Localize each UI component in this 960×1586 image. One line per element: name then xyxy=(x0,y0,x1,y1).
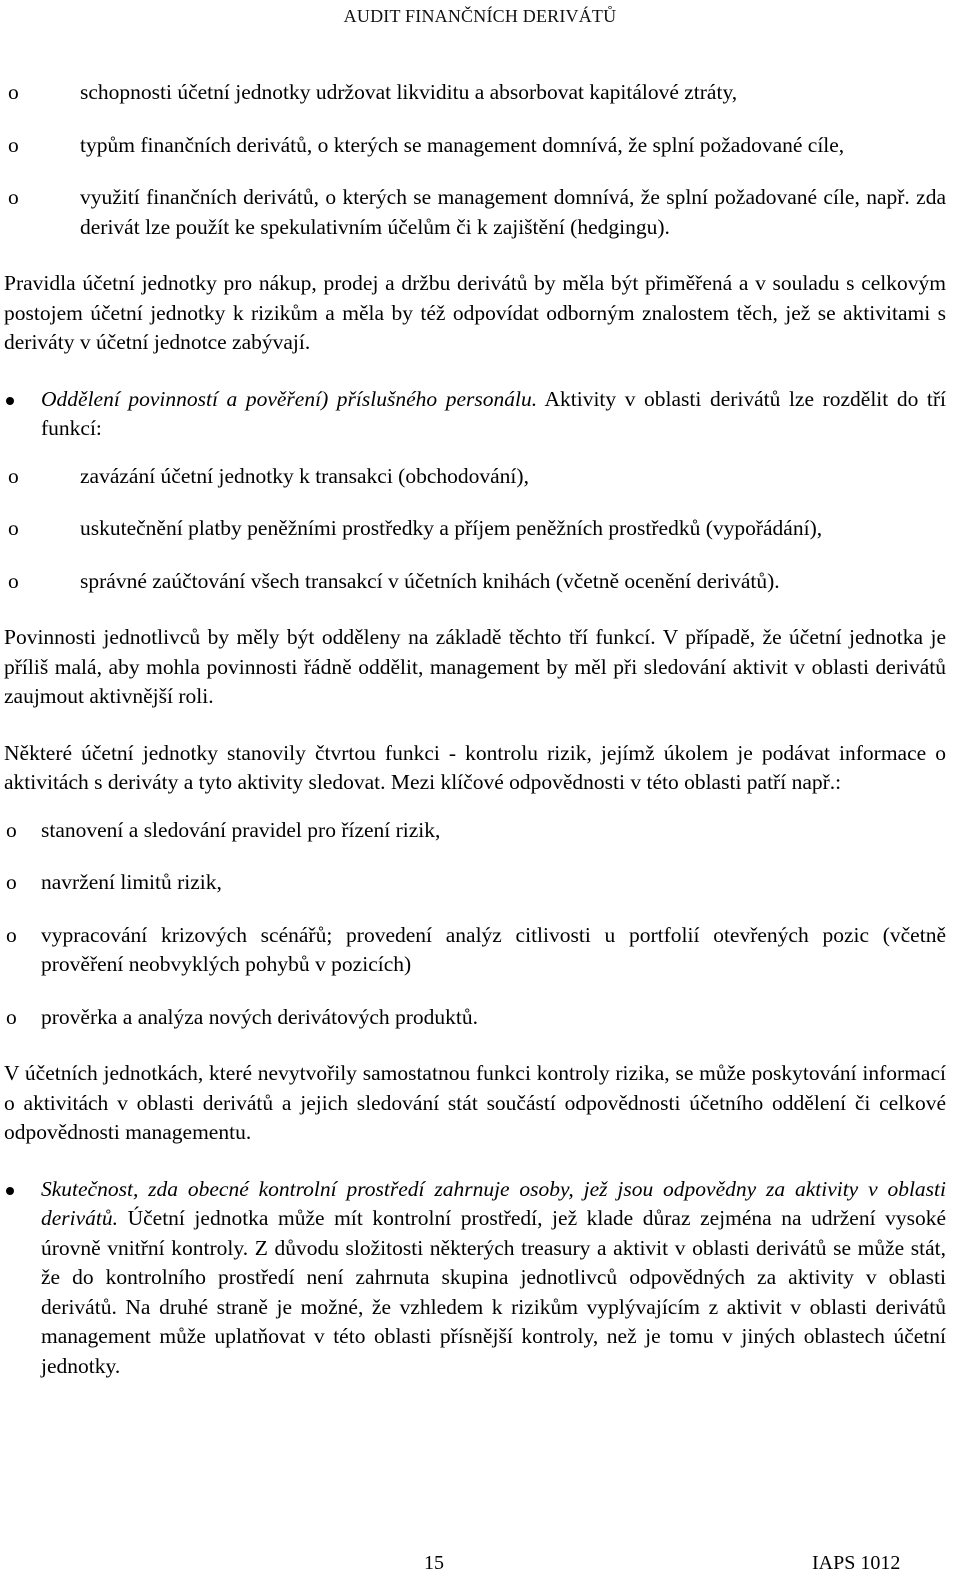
list-item-text: navržení limitů rizik, xyxy=(41,870,222,894)
list-item xyxy=(4,183,946,242)
bullet-text xyxy=(41,1175,946,1382)
list-marker: o xyxy=(6,870,17,894)
list-marker: o xyxy=(8,80,19,104)
list-item xyxy=(4,1003,946,1033)
list-item-text: typům finančních derivátů, o kterých se management domnívá, že splní požadované cíle, xyxy=(80,132,845,157)
paragraph: V účetních jednotkách, které nevytvořily samostatnou funkci kontroly rizika, se může poskytování informací o aktivitách v oblasti derivátů a jejich sledování stát součástí odpovědnosti účetního oddělení či celkové odpovědnosti managementu. xyxy=(4,1061,946,1144)
list-item-text: stanovení a sledování pravidel pro řízení rizik, xyxy=(41,817,441,842)
list-marker: o xyxy=(8,132,19,157)
bullet-dot-icon xyxy=(6,1187,14,1195)
paragraph: Některé účetní jednotky stanovily čtvrtou funkci - kontrolu rizik, jejímž úkolem je podávat informace o aktivitách s deriváty a tyto aktivity sledovat. Mezi klíčové odpovědnosti v této oblasti patří např.: xyxy=(4,740,946,794)
bullet-body: Účetní jednotka může mít kontrolní prostředí, jež klade důraz zejména na udržení vysoké úrovně vnitřní kontroly. Z důvodu složitosti některých treasury a aktivit v oblasti derivátů se může stát, že do kontrolního prostředí není zahrnuta skupina jednotlivců odpovědných za aktivity v oblasti derivátů. Na druhé straně je možné, že vzhledem k rizikům vyplývajícím z aktivit v oblasti derivátů management může uplatňovat v této oblasti přísnější kontroly, než je tomu v jiných oblastech účetní jednotky. xyxy=(41,1206,946,1378)
page-number: 15 xyxy=(424,1552,444,1574)
bullet-dot-icon xyxy=(6,397,14,405)
bullet-body: Aktivity v oblasti derivátů lze rozdělit do tří funkcí: xyxy=(41,386,946,440)
list-marker: o xyxy=(8,463,19,488)
list-item-text: správné zaúčtování všech transakcí v účetních knihách (včetně ocenění derivátů). xyxy=(80,568,780,593)
paragraph: Povinnosti jednotlivců by měly být odděleny na základě těchto tří funkcí. V případě, že účetní jednotka je příliš malá, aby mohla povinnosti řádně oddělit, management by měl při sledování aktivit v oblasti derivátů zaujmout aktivnější roli. xyxy=(4,625,946,708)
sub-list-2 xyxy=(4,462,946,597)
list-item-text: uskutečnění platby peněžními prostředky a příjem peněžních prostředků (vypořádání), xyxy=(80,516,823,540)
bullet-heading: Oddělení povinností a pověření) příslušného personálu. xyxy=(41,386,538,411)
standard-code: IAPS 1012 xyxy=(812,1552,901,1574)
list-item xyxy=(4,131,946,161)
list-item xyxy=(4,462,946,492)
sub-list-1 xyxy=(4,78,946,242)
list-item xyxy=(4,921,946,980)
paragraph: Pravidla účetní jednotky pro nákup, prodej a držbu derivátů by měla být přiměřená a v souladu s celkovým postojem účetní jednotky k rizikům a měla by též odpovídat odborným znalostem těch, jež se aktivitami s deriváty v účetní jednotce zabývají. xyxy=(4,271,946,354)
list-item-text: prověrka a analýza nových derivátových produktů. xyxy=(41,1004,479,1029)
list-item xyxy=(4,514,946,544)
list-item xyxy=(4,567,946,597)
bullet-text xyxy=(41,385,946,444)
list-item-text: schopnosti účetní jednotky udržovat likviditu a absorbovat kapitálové ztráty, xyxy=(80,80,738,104)
bullet-item xyxy=(4,1175,946,1382)
list-marker: o xyxy=(8,568,19,593)
list-marker: o xyxy=(8,516,19,540)
sub-list-3 xyxy=(4,816,946,1033)
list-marker: o xyxy=(8,185,19,209)
list-marker: o xyxy=(6,922,17,947)
list-item xyxy=(4,78,946,108)
list-item-text: vypracování krizových scénářů; provedení analýz citlivosti u portfolií otevřených pozic (včetně prověření neobvyklých pohybů v pozicích) xyxy=(41,922,946,976)
bullet-heading: Skutečnost, zda obecné kontrolní prostředí zahrnuje osoby, jež jsou odpovědny za aktivity v oblasti derivátů. xyxy=(41,1176,946,1230)
document-body xyxy=(4,78,946,1381)
list-item-text: využití finančních derivátů, o kterých se management domnívá, že splní požadované cíle, např. zda derivát lze použít ke spekulativním účelům či k zajištění (hedgingu). xyxy=(80,185,946,239)
list-item xyxy=(4,816,946,846)
bullet-item xyxy=(4,385,946,444)
list-item-text: zavázání účetní jednotky k transakci (obchodování), xyxy=(80,463,529,488)
running-header: AUDIT FINANČNÍCH DERIVÁTŮ xyxy=(343,6,617,26)
list-marker: o xyxy=(6,1004,17,1029)
list-item xyxy=(4,868,946,898)
list-marker: o xyxy=(6,817,17,842)
